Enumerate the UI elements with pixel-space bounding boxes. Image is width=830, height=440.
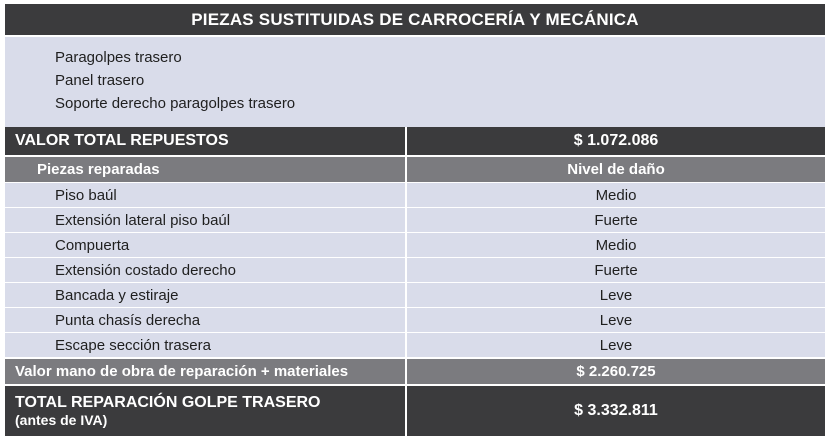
grand-total-note: (antes de IVA) [15,412,108,428]
grand-total-value: $ 3.332.811 [574,402,658,419]
labor-value: $ 2.260.725 [576,363,656,380]
replaced-part-item: Panel trasero [55,72,145,89]
grand-total-label [5,386,405,436]
damage-level: Medio [595,186,637,204]
repaired-part-name: Escape sección trasera [55,336,211,354]
labor-label: Valor mano de obra de reparación + materiales [15,363,349,380]
parts-total-label: VALOR TOTAL REPUESTOS [15,132,229,149]
replaced-part-item: Paragolpes trasero [55,49,182,66]
table-row [5,333,825,357]
damage-level: Leve [599,286,633,304]
damage-level: Leve [599,336,633,354]
table-row [5,258,825,282]
table-row [5,283,825,307]
repaired-part-name: Extensión costado derecho [55,261,236,279]
repaired-part-name: Punta chasís derecha [55,311,201,329]
grand-total-row [5,386,825,436]
replaced-part-item: Soporte derecho paragolpes trasero [55,95,296,112]
table-row [5,208,825,232]
replaced-parts-list [5,37,825,127]
damage-level: Fuerte [594,211,638,229]
table-row [5,183,825,207]
damage-level: Leve [599,311,633,329]
repaired-part-name: Compuerta [55,236,130,254]
repaired-part-name: Extensión lateral piso baúl [55,211,231,229]
labor-row [5,359,825,384]
table-row [5,308,825,332]
repaired-header-row [5,157,825,182]
repaired-part-name: Bancada y estiraje [55,286,179,304]
table-title: PIEZAS SUSTITUIDAS DE CARROCERÍA Y MECÁNICA [5,4,825,35]
damage-level: Medio [595,236,637,254]
damage-level: Fuerte [594,261,638,279]
grand-total-title: TOTAL REPARACIÓN GOLPE TRASERO [15,394,321,411]
repair-cost-table [5,4,825,436]
parts-total-value: $ 1.072.086 [573,132,659,149]
repaired-part-name: Piso baúl [55,186,117,204]
parts-total-row [5,127,825,155]
damage-level-header: Nivel de daño [567,161,665,178]
table-row [5,233,825,257]
repaired-parts-header: Piezas reparadas [37,161,160,178]
